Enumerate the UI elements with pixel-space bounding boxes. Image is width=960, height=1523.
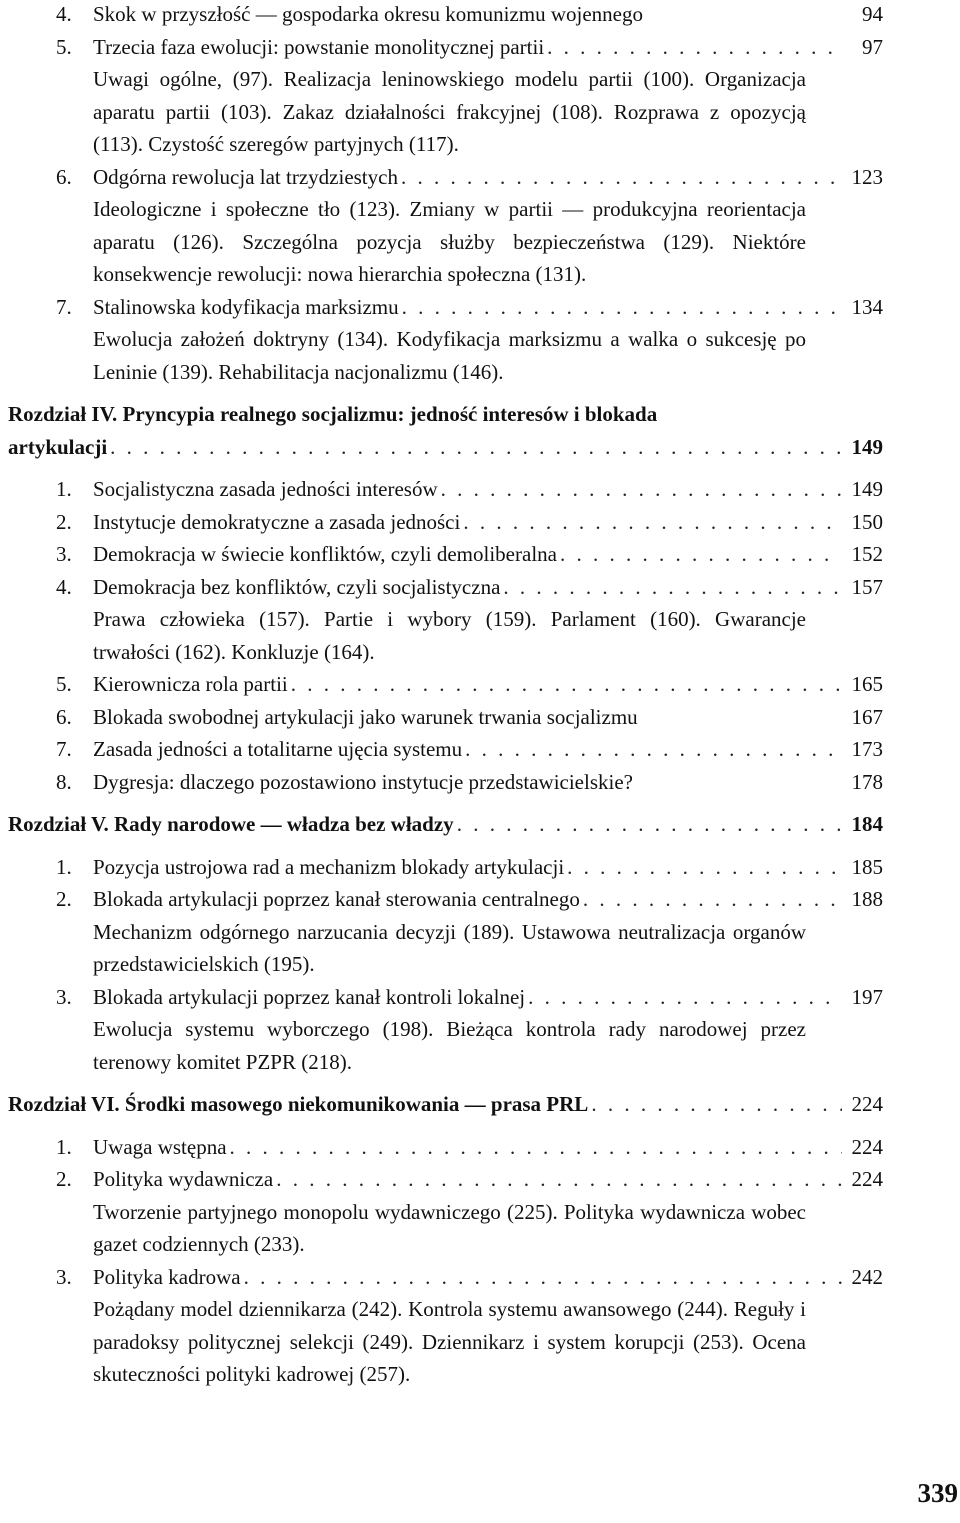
toc-entry[interactable] [8,701,883,734]
entry-page: 134 [851,294,883,319]
entry-number: 5. [56,34,72,59]
dot-leader [457,808,842,841]
dot-leader [583,883,842,916]
dot-leader [463,506,842,539]
entry-title: Dygresja: dlaczego pozostawiono instytucje przedstawicielskie? [93,769,633,794]
toc-entry[interactable] [8,1163,883,1196]
entry-page: 94 [862,2,883,26]
toc-entry[interactable] [8,31,883,64]
entry-subtopics: Tworzenie partyjnego monopolu wydawniczego (225). Polityka wydawnicza wobec gazet codziennych (233). [93,1199,806,1256]
entry-subtopics: Prawa człowieka (157). Partie i wybory (159). Parlament (160). Gwarancje trwałości (162). Konkluzje (164). [93,607,806,664]
dot-leader [547,31,842,64]
toc-entry[interactable] [8,538,883,571]
dot-leader [503,571,842,604]
entry-page: 173 [851,737,883,761]
toc-entry[interactable] [8,733,883,766]
entry-number: 8. [56,769,72,794]
entry-number: 3. [56,984,72,1009]
chapter-heading[interactable] [8,398,883,431]
entry-subtopics: Ewolucja założeń doktryny (134). Kodyfikacja marksizmu a walka o sukcesję po Leninie (139). Rehabilitacja nacjonalizmu (146). [93,327,806,384]
entry-title: Blokada artykulacji poprzez kanał kontroli lokalnej [93,984,526,1009]
entry-title: Polityka wydawnicza [93,1167,274,1191]
entry-page: 197 [851,984,883,1009]
dot-leader [441,473,842,506]
entry-subtopics: Pożądany model dziennikarza (242). Kontrola systemu awansowego (244). Reguły i paradoksy politycznej selekcji (249). Dziennikarz i system korupcji (253). Ocena skuteczności polityki kadrowej (257). [93,1297,806,1386]
chapter-title-continued: artykulacji [8,434,108,459]
entry-title: Socjalistyczna zasada jedności interesów [93,477,438,501]
entry-page: 150 [851,509,883,534]
entry-title: Uwaga wstępna [93,1134,227,1159]
toc-entry[interactable] [8,981,883,1014]
entry-page: 224 [851,1167,883,1191]
chapter-page: 184 [851,812,883,836]
toc-entry[interactable] [8,571,883,604]
entry-page: 167 [851,704,883,729]
toc-entry[interactable] [8,0,883,31]
toc-entry[interactable] [8,1261,883,1294]
dot-leader [591,1088,842,1121]
entry-page: 165 [851,672,883,696]
entry-number: 7. [56,294,72,319]
chapter-heading-continued[interactable] [8,431,883,464]
entry-page: 152 [851,542,883,566]
entry-subtopics: Uwagi ogólne, (97). Realizacja leninowskiego modelu partii (100). Organizacja aparatu partii (103). Zakaz działalności frakcyjnej (108). Rozprawa z opozycją (113). Czystość szeregów partyjnych (117). [93,67,806,156]
entry-title: Instytucje demokratyczne a zasada jedności [93,509,461,534]
toc-entry[interactable] [8,473,883,506]
entry-title: Demokracja bez konfliktów, czyli socjalistyczna [93,574,501,599]
entry-number: 3. [56,542,72,566]
entry-subtopics: Mechanizm odgórnego narzucania decyzji (189). Ustawowa neutralizacja organów przedstawicielskich (195). [93,919,806,976]
toc-entry[interactable] [8,1131,883,1164]
dot-leader [276,1163,842,1196]
table-of-contents [8,0,883,1391]
entry-title: Zasada jedności a totalitarne ujęcia systemu [93,737,463,761]
chapter-title: Rozdział IV. Pryncypia realnego socjalizmu: jedność interesów i blokada [8,402,658,426]
entry-number: 2. [56,1167,72,1191]
dot-leader [567,851,842,884]
toc-entry[interactable] [8,851,883,884]
entry-page: 123 [851,164,883,189]
entry-page: 242 [851,1264,883,1289]
dot-leader [110,431,842,464]
dot-leader [465,733,842,766]
toc-entry[interactable] [8,291,883,324]
dot-leader [402,291,842,324]
entry-number: 2. [56,887,72,911]
entry-number: 6. [56,704,72,729]
entry-page: 157 [851,574,883,599]
entry-title: Blokada artykulacji poprzez kanał sterowania centralnego [93,887,580,911]
dot-leader [244,1261,842,1294]
entry-number: 1. [56,477,72,501]
entry-number: 4. [56,2,72,26]
entry-title: Demokracja w świecie konfliktów, czyli demoliberalna [93,542,557,566]
entry-page: 149 [851,477,883,501]
entry-number: 5. [56,672,72,696]
entry-title: Pozycja ustrojowa rad a mechanizm blokady artykulacji [93,854,565,879]
entry-page: 188 [851,887,883,911]
entry-number: 1. [56,1134,72,1159]
dot-leader [291,668,842,701]
entry-number: 7. [56,737,72,761]
entry-number: 6. [56,164,72,189]
dot-leader [528,981,842,1014]
entry-page: 224 [851,1134,883,1159]
chapter-page: 149 [851,434,883,459]
chapter-title: Rozdział VI. Środki masowego niekomunikowania — prasa PRL [8,1092,589,1116]
toc-entry[interactable] [8,883,883,916]
entry-title: Skok w przyszłość — gospodarka okresu komunizmu wojennego [93,2,643,26]
entry-title: Kierownicza rola partii [93,672,288,696]
chapter-heading[interactable] [8,1088,883,1121]
entry-page: 97 [862,34,883,59]
entry-title: Blokada swobodnej artykulacji jako warunek trwania socjalizmu [93,704,638,729]
entry-title: Odgórna rewolucja lat trzydziestych [93,164,398,189]
entry-title: Stalinowska kodyfikacja marksizmu [93,294,399,319]
toc-entry[interactable] [8,506,883,539]
entry-number: 2. [56,509,72,534]
entry-page: 185 [851,854,883,879]
entry-number: 4. [56,574,72,599]
entry-number: 1. [56,854,72,879]
dot-leader [230,1131,842,1164]
entry-subtopics: Ewolucja systemu wyborczego (198). Bieżąca kontrola rady narodowej przez terenowy komitet PZPR (218). [93,1017,806,1074]
entry-number: 3. [56,1264,72,1289]
toc-entry[interactable] [8,668,883,701]
entry-title: Polityka kadrowa [93,1264,241,1289]
dot-leader [401,161,842,194]
entry-page: 178 [851,769,883,794]
toc-entry[interactable] [8,766,883,799]
toc-entry[interactable] [8,161,883,194]
dot-leader [560,538,842,571]
chapter-title: Rozdział V. Rady narodowe — władza bez władzy [8,812,454,836]
page-number: 339 [917,1478,958,1508]
chapter-page: 224 [851,1092,883,1116]
entry-subtopics: Ideologiczne i społeczne tło (123). Zmiany w partii — produkcyjna reorientacja aparatu (126). Szczególna pozycja służby bezpieczeństwa (129). Niektóre konsekwencje rewolucji: nowa hierarchia społeczna (131). [93,197,806,286]
entry-title: Trzecia faza ewolucji: powstanie monolitycznej partii [93,34,545,59]
chapter-heading[interactable] [8,808,883,841]
